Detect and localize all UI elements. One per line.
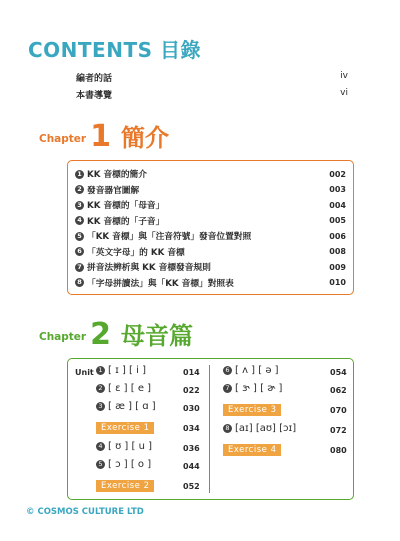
toc-item-page: 022 (183, 386, 200, 395)
toc-item-page: 002 (329, 169, 346, 179)
unit-label: Unit (75, 368, 94, 377)
toc-item-page: 080 (330, 446, 347, 455)
item-number-badge: 7 (75, 263, 84, 272)
preface-page: iv (340, 71, 348, 81)
toc-item-page: 004 (329, 200, 346, 210)
toc-item-page: 006 (329, 231, 346, 241)
chapter-2-toc (67, 358, 354, 500)
item-number-badge: 8 (75, 278, 84, 287)
chapter-word: Chapter (39, 133, 87, 145)
toc-item[interactable] (75, 215, 346, 227)
toc-item-page: 072 (330, 426, 347, 435)
phonetic-symbols: [ ʊ ] [ u ] (108, 441, 153, 452)
toc-item-label: 「英文字母」的 KK 音標 (87, 247, 185, 258)
item-number-badge: 6 (223, 366, 232, 375)
toc-item-page: 062 (330, 386, 347, 395)
toc-item[interactable] (96, 459, 151, 470)
chapter-number: 1 (90, 119, 111, 154)
exercise-tag[interactable]: Exercise 1 (96, 422, 154, 434)
item-number-badge: 7 (223, 384, 232, 393)
toc-item[interactable] (75, 261, 346, 273)
chapter-1-toc (67, 160, 354, 295)
toc-item-label: 「字母拼讀法」與「KK 音標」對照表 (87, 278, 234, 289)
item-number-badge: 2 (96, 384, 105, 393)
toc-item-page: 014 (183, 368, 200, 377)
item-number-badge: 1 (96, 366, 105, 375)
toc-item[interactable] (223, 383, 282, 394)
toc-item-page: 044 (183, 462, 200, 471)
preface-page: vi (340, 88, 348, 98)
phonetic-symbols: [aɪ] [aʊ] [ɔɪ] (235, 423, 297, 434)
item-number-badge: 4 (96, 442, 105, 451)
toc-item[interactable] (96, 365, 146, 376)
phonetic-symbols: [ ʌ ] [ ə ] (235, 365, 279, 376)
toc-item-page: 009 (329, 262, 346, 272)
toc-item[interactable] (75, 246, 346, 258)
toc-item-label: 拼音法辨析與 KK 音標發音規則 (87, 263, 211, 273)
toc-item-page: 052 (183, 482, 200, 491)
chapter-2-heading (39, 317, 193, 352)
item-number-badge: 3 (96, 402, 105, 411)
chapter-number: 2 (90, 317, 111, 352)
page-title: CONTENTS 目錄 (28, 38, 201, 62)
toc-item-page: 070 (330, 406, 347, 415)
copyright-text: © COSMOS CULTURE LTD (26, 507, 144, 517)
phonetic-symbols: [ ɝ ] [ ɚ ] (235, 383, 283, 394)
exercise-tag[interactable]: Exercise 4 (223, 444, 281, 456)
item-number-badge: 3 (75, 201, 84, 210)
toc-item-label: 發音器官圖解 (87, 185, 140, 196)
toc-item[interactable] (75, 277, 346, 289)
toc-item-label: 「KK 音標」與「注音符號」發音位置對照 (87, 232, 252, 242)
exercise-tag[interactable]: Exercise 3 (223, 404, 281, 416)
toc-item[interactable] (223, 365, 279, 376)
preface-label: 本書導覽 (76, 91, 113, 101)
toc-item-label: KK 音標的「母音」 (87, 201, 165, 211)
toc-item[interactable] (96, 401, 156, 412)
item-number-badge: 1 (75, 170, 84, 179)
toc-item-page: 036 (183, 444, 200, 453)
item-number-badge: 2 (75, 185, 84, 194)
toc-item-page: 030 (183, 404, 200, 413)
toc-item-label: KK 音標的「子音」 (87, 216, 165, 227)
preface-item[interactable] (76, 71, 348, 84)
toc-item-page: 003 (329, 185, 346, 194)
toc-item-page: 005 (329, 216, 346, 225)
toc-item[interactable] (75, 199, 346, 211)
item-number-badge: 4 (75, 216, 84, 225)
phonetic-symbols: [ ɔ ] [ o ] (108, 459, 152, 470)
item-number-badge: 5 (75, 232, 84, 241)
exercise-tag[interactable]: Exercise 2 (96, 480, 154, 492)
toc-item[interactable] (96, 441, 152, 452)
item-number-badge: 5 (96, 460, 105, 469)
chapter-title: 簡介 (120, 124, 169, 152)
phonetic-symbols: [ æ ] [ ɑ ] (108, 401, 156, 412)
toc-item[interactable] (223, 423, 296, 434)
column-divider (209, 365, 210, 493)
toc-item[interactable] (75, 168, 346, 180)
toc-item-page: 054 (330, 368, 347, 377)
item-number-badge: 6 (75, 247, 84, 256)
item-number-badge: 8 (223, 424, 232, 433)
toc-item-page: 008 (329, 247, 346, 256)
toc-item[interactable] (75, 184, 346, 196)
toc-item-page: 010 (329, 278, 346, 287)
chapter-title: 母音篇 (120, 322, 193, 350)
toc-item[interactable] (96, 383, 151, 394)
phonetic-symbols: [ ɪ ] [ i ] (108, 365, 146, 376)
toc-item[interactable] (75, 230, 346, 242)
phonetic-symbols: [ ɛ ] [ e ] (108, 383, 152, 394)
toc-item-page: 034 (183, 424, 200, 433)
chapter-1-heading (39, 119, 169, 154)
chapter-word: Chapter (39, 331, 87, 343)
preface-label: 編者的話 (76, 74, 113, 84)
preface-item[interactable] (76, 88, 348, 101)
toc-item-label: KK 音標的簡介 (87, 170, 147, 180)
